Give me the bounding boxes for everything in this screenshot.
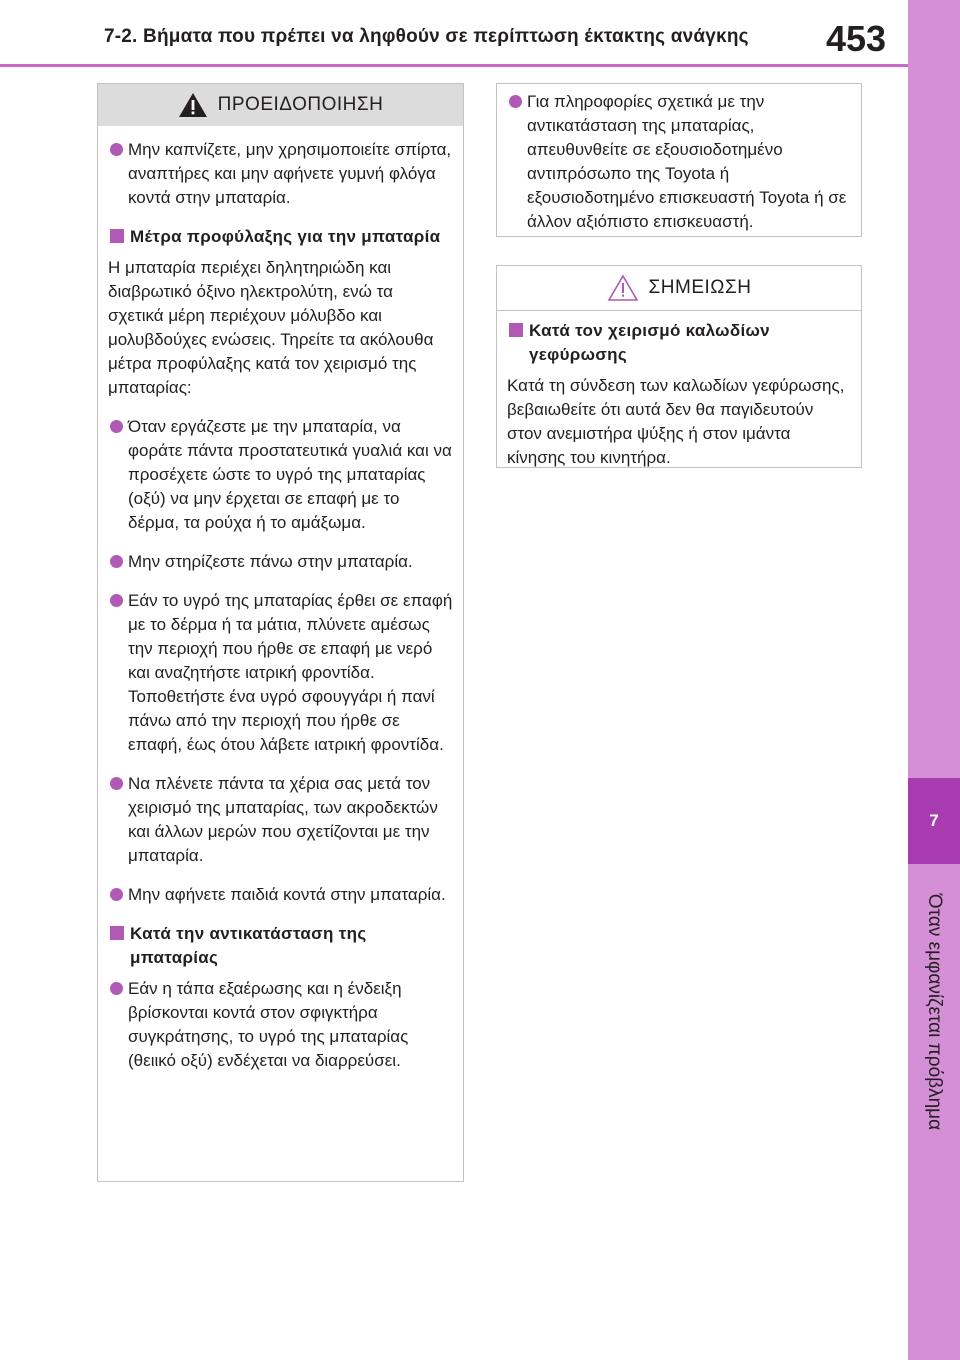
list-item: Μην αφήνετε παιδιά κοντά στην μπαταρία. — [108, 883, 453, 907]
caution-outline-icon — [607, 274, 639, 302]
section-heading: Κατά την αντικατάσταση της μπαταρίας — [108, 922, 453, 970]
section-text: Η μπαταρία περιέχει δηλητηριώδη και διαβρωτικό όξινο ηλεκτρολύτη, ενώ τα σχετικά μέρη περιέχουν μόλυβδο και μολυβδούχες ενώσεις. Τηρείτε τα ακόλουθα μέτρα προφύλαξης κατά τον χειρισμό της μπαταρίας: — [108, 258, 434, 397]
warning-box — [97, 83, 464, 1182]
section-heading: Κατά τον χειρισμό καλωδίων γεφύρωσης — [507, 319, 851, 367]
square-bullet-icon — [509, 323, 523, 337]
square-bullet-icon — [110, 926, 124, 940]
bullet-dot-icon — [110, 777, 123, 790]
warning-triangle-icon — [178, 92, 208, 118]
bullet-dot-icon — [110, 982, 123, 995]
running-header: 7-2. Βήματα που πρέπει να ληφθούν σε περίπτωση έκτακτης ανάγκης — [104, 26, 749, 47]
list-item: Όταν εργάζεστε με την μπαταρία, να φοράτε πάντα προστατευτικά γυαλιά και να προσέχετε ώστε το υγρό της μπαταρίας (οξύ) να μην έρχεται σε επαφή με το δέρμα, τα ρούχα ή το αμάξωμα. — [108, 415, 453, 535]
list-item: Μην στηρίζεστε πάνω στην μπαταρία. — [108, 550, 453, 574]
notice-title: ΣΗΜΕΙΩΣΗ — [648, 277, 752, 298]
list-item: Εάν το υγρό της μπαταρίας έρθει σε επαφή με το δέρμα ή τα μάτια, πλύνετε αμέσως την περιοχή που ήρθε σε επαφή με νερό και αναζητήστε ιατρική φροντίδα. Τοποθετήστε ένα υγρό σφουγγάρι ή πανί πάνω από την περιοχή που ήρθε σε επαφή, έως ότου λάβετε ιατρική φροντίδα. — [108, 589, 453, 757]
page-number: 453 — [826, 18, 887, 59]
chapter-title: Όταν εμφανίζεται πρόβλημα — [924, 893, 945, 1131]
list-item: Εάν η τάπα εξαέρωσης και η ένδειξη βρίσκονται κοντά στον σφιγκτήρα συγκράτησης, το υγρό της μπαταρίας (θειικό οξύ) ενδέχεται να διαρρεύσει. — [108, 977, 453, 1073]
bullet-dot-icon — [110, 420, 123, 433]
list-item: Για πληροφορίες σχετικά με την αντικατάσταση της μπαταρίας, απευθυνθείτε σε εξουσιοδοτημένο αντιπρόσωπο της Toyota ή εξουσιοδοτημένο επισκευαστή Toyota ή σε άλλον αξιόπιστο επισκευαστή. — [507, 90, 851, 234]
bullet-dot-icon — [509, 95, 522, 108]
bullet-dot-icon — [110, 555, 123, 568]
warning-title: ΠΡΟΕΙΔΟΠΟΙΗΣΗ — [217, 94, 384, 115]
notice-text: Κατά τη σύνδεση των καλωδίων γεφύρωσης, βεβαιωθείτε ότι αυτά δεν θα παγιδευτούν στον ανεμιστήρα ψύξης ή στον ιμάντα κίνησης του κινητήρα. — [507, 376, 845, 467]
bullet-dot-icon — [110, 888, 123, 901]
bullet-dot-icon — [110, 143, 123, 156]
notice-header — [497, 266, 861, 311]
notice-box — [496, 265, 862, 468]
warning-header — [98, 84, 463, 126]
bullet-dot-icon — [110, 594, 123, 607]
chapter-side-band — [908, 0, 960, 1360]
chapter-tab[interactable]: 7 — [908, 778, 960, 864]
warning-continuation-box — [496, 83, 862, 237]
list-item: Μην καπνίζετε, μην χρησιμοποιείτε σπίρτα, αναπτήρες και μην αφήνετε γυμνή φλόγα κοντά στην μπαταρία. — [108, 138, 453, 210]
section-heading: Μέτρα προφύλαξης για την μπαταρία — [108, 225, 453, 249]
header-rule — [0, 64, 908, 67]
list-item: Να πλένετε πάντα τα χέρια σας μετά τον χειρισμό της μπαταρίας, των ακροδεκτών και άλλων μερών που σχετίζονται με την μπαταρία. — [108, 772, 453, 868]
square-bullet-icon — [110, 229, 124, 243]
